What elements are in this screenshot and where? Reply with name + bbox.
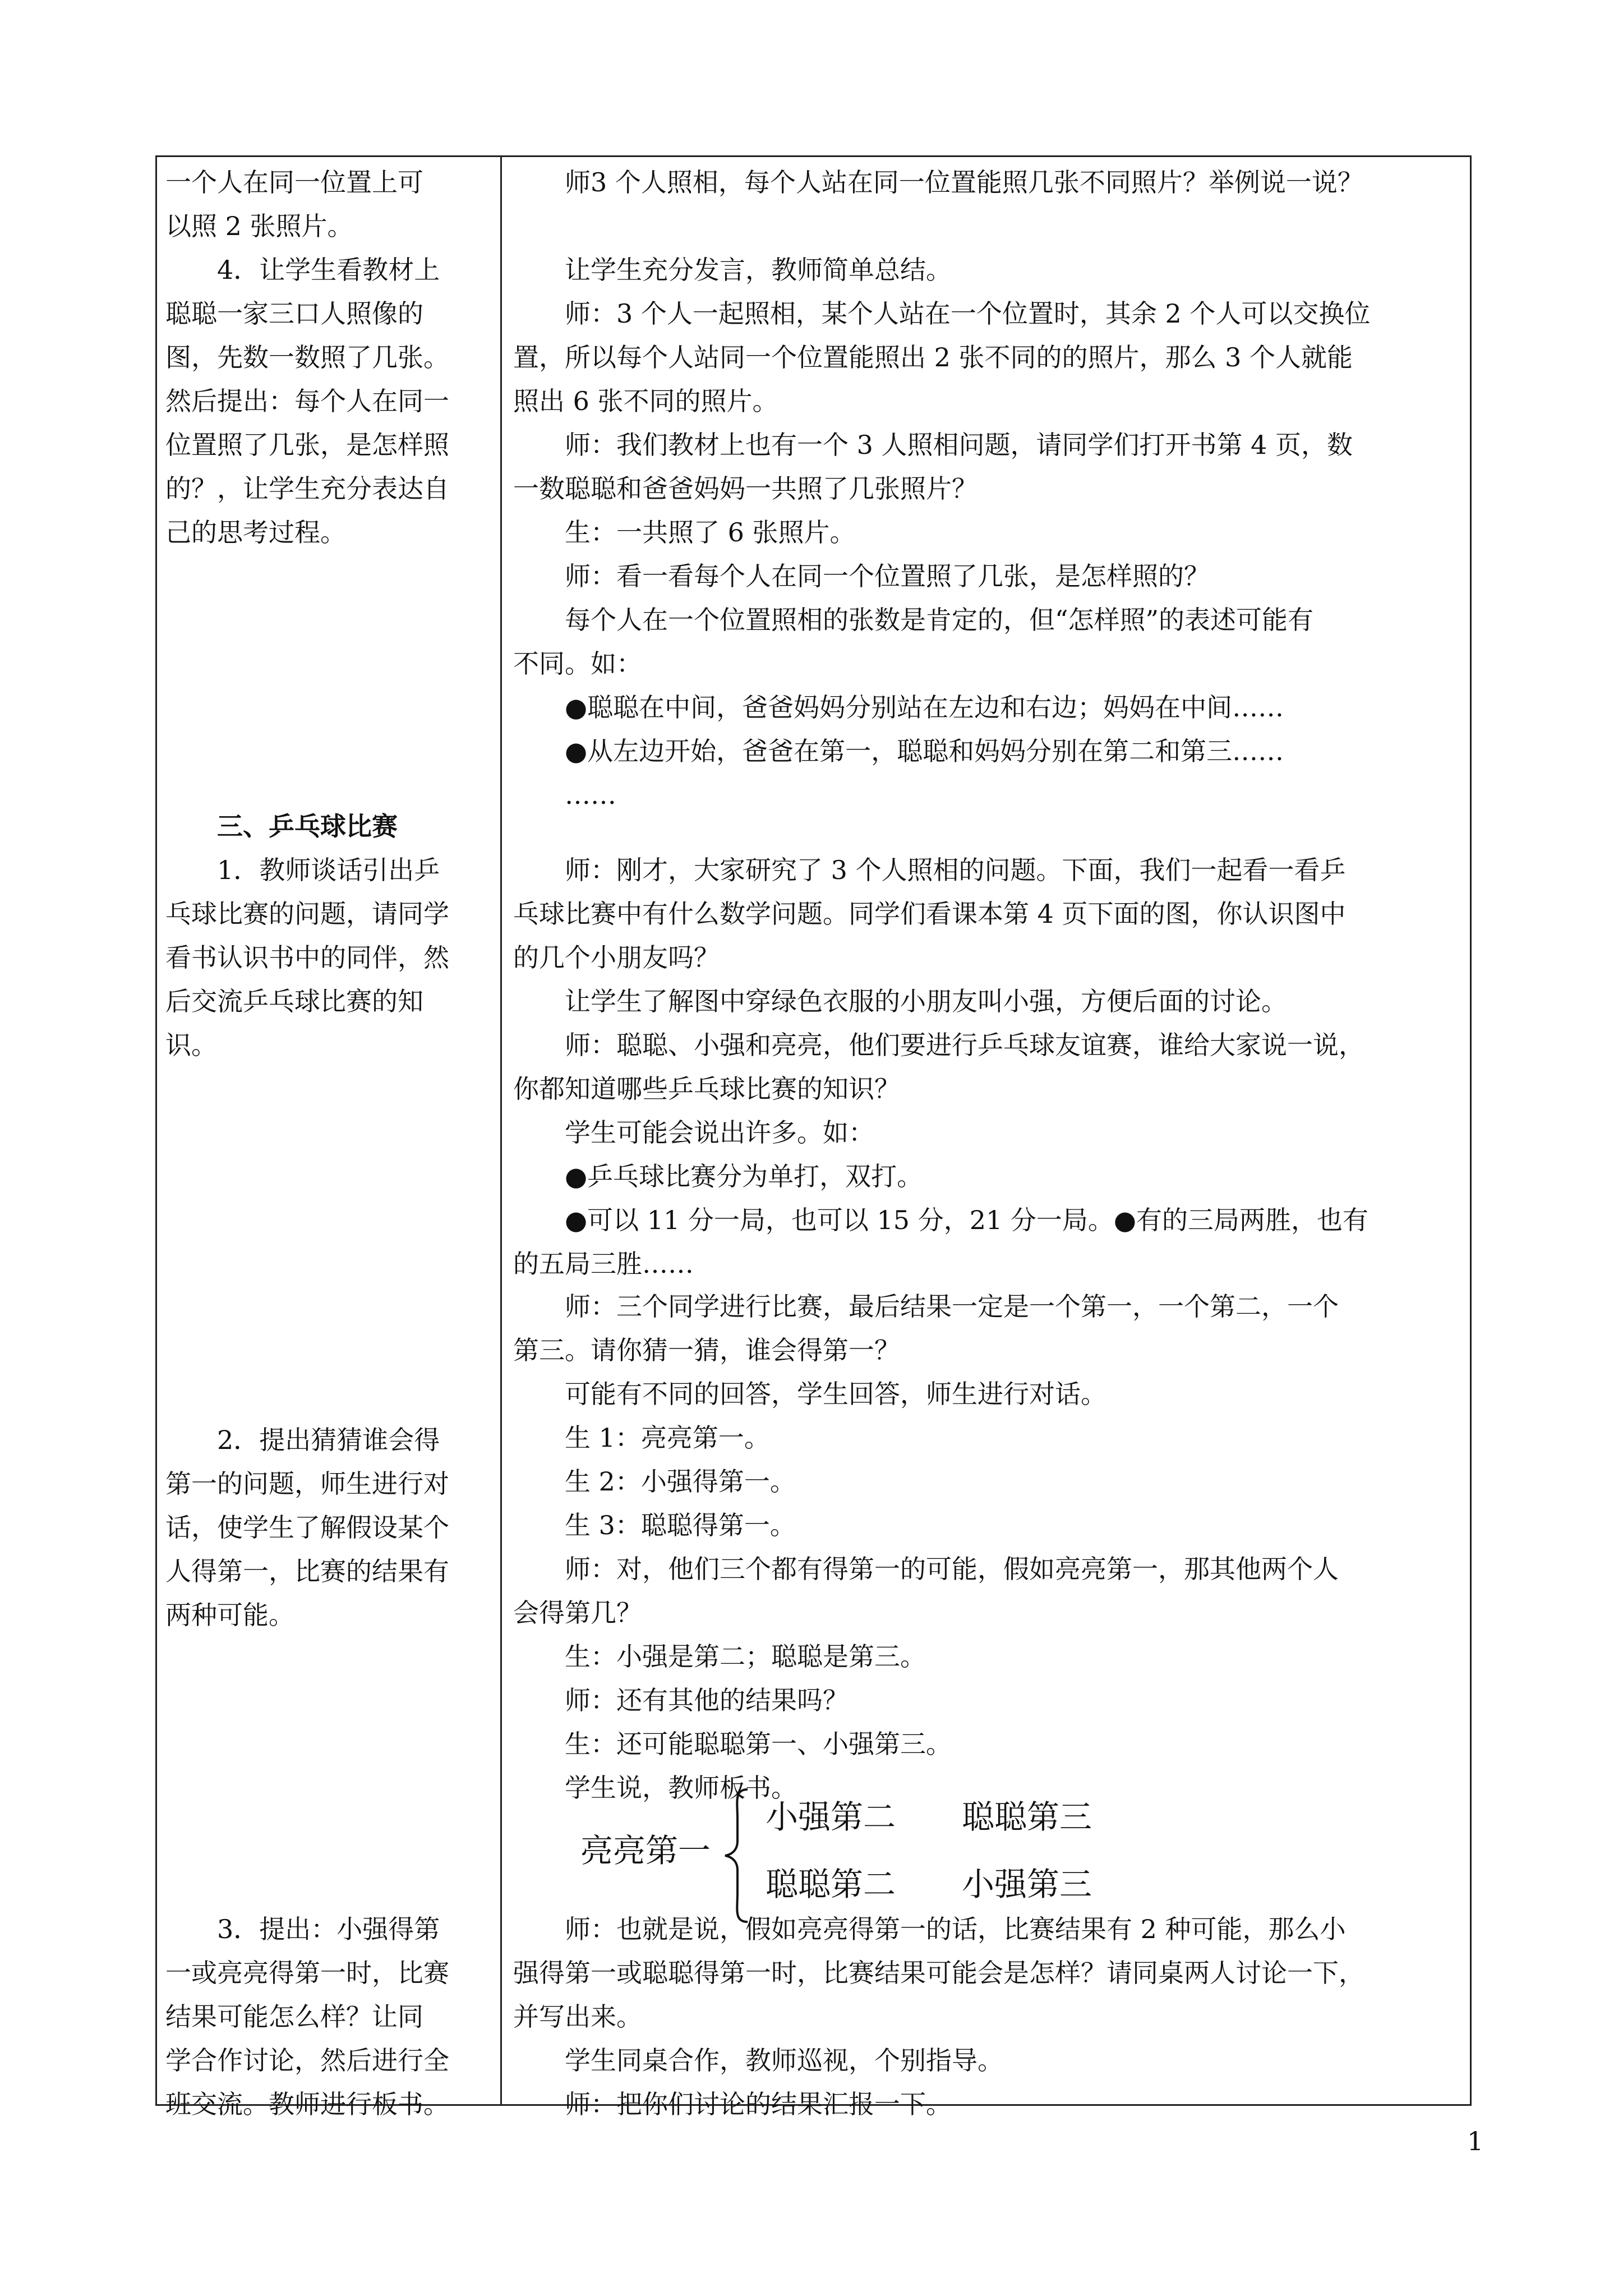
- board-row2-third: 小强第三: [962, 1865, 1092, 1903]
- text-line: 人得第一，比赛的结果有: [165, 1556, 449, 1586]
- text-line: 学生同桌合作，教师巡视，个别指导。: [565, 2045, 1003, 2076]
- text-line: 聪聪一家三口人照像的: [165, 298, 423, 329]
- left-block-step-4: [165, 248, 494, 554]
- text-line: 会得第几？: [513, 1598, 642, 1628]
- text-line: 第一的问题，师生进行对: [165, 1469, 449, 1499]
- text-line: 2．提出猜猜谁会得: [217, 1425, 440, 1455]
- text-line: 生 1：亮亮第一。: [565, 1423, 770, 1453]
- column-divider: [500, 157, 502, 2104]
- left-block-table-tennis: [165, 804, 494, 1067]
- text-line: 生：一共照了 6 张照片。: [565, 517, 856, 547]
- text-line: 的五局三胜……: [513, 1249, 694, 1279]
- text-line: 师：聪聪、小强和亮亮，他们要进行乒乓球友谊赛，谁给大家说一说，: [565, 1030, 1364, 1060]
- bullet-item: ●从左边开始，爸爸在第一，聪聪和妈妈分别在第二和第三……: [565, 736, 1284, 766]
- text-line: 师：还有其他的结果吗？: [565, 1685, 849, 1715]
- text-line: 生 3：聪聪得第一。: [565, 1510, 796, 1540]
- text-line: 学合作讨论，然后进行全: [165, 2045, 449, 2076]
- text-line: 生：还可能聪聪第一、小强第三。: [565, 1729, 952, 1759]
- board-main-label: 亮亮第一: [580, 1832, 711, 1870]
- right-block-guess-first: [513, 1285, 1461, 1810]
- bullet-item: ●聪聪在中间，爸爸妈妈分别站在左边和右边；妈妈在中间……: [565, 692, 1284, 723]
- text-line: ……: [565, 780, 616, 810]
- text-line: 生：小强是第二；聪聪是第三。: [565, 1641, 926, 1672]
- text-line: 并写出来。: [513, 2001, 642, 2032]
- section-heading: 三、乒乓球比赛: [217, 811, 398, 841]
- curly-brace-icon: [721, 1785, 754, 1925]
- left-column-activities: [165, 157, 494, 2119]
- text-line: 结果可能怎么样？让同: [165, 2001, 423, 2032]
- text-line: 师：把你们讨论的结果汇报一下。: [565, 2089, 952, 2119]
- text-line: 师：对，他们三个都有得第一的可能，假如亮亮第一，那其他两个人: [565, 1554, 1339, 1584]
- text-line: 师：刚才，大家研究了 3 个人照相的问题。下面，我们一起看一看乒: [565, 855, 1346, 885]
- text-line: 师3 个人照相，每个人站在同一位置能照几张不同照片？举例说一说？: [565, 167, 1363, 197]
- text-line: 可能有不同的回答，学生回答，师生进行对话。: [565, 1379, 1106, 1409]
- text-line: 置，所以每个人站同一个位置能照出 2 张不同的的照片，那么 3 个人就能: [513, 342, 1353, 372]
- text-line: 师：看一看每个人在同一个位置照了几张，是怎样照的？: [565, 561, 1210, 591]
- text-line: 第三。请你猜一猜，谁会得第一？: [513, 1335, 900, 1365]
- text-line: 看书认识书中的同伴，然: [165, 942, 449, 973]
- left-block-step-3: [165, 1907, 494, 2126]
- text-line: 强得第一或聪聪得第一时，比赛结果可能会是怎样？请同桌两人讨论一下，: [513, 1958, 1364, 1988]
- right-block-table-tennis: [513, 848, 1461, 1286]
- text-line: 3．提出：小强得第: [217, 1914, 440, 1944]
- left-block-step-2: [165, 1418, 494, 1637]
- right-block-discussion: [513, 1907, 1461, 2126]
- bullet-item: ●可以 11 分一局，也可以 15 分，21 分一局。●有的三局两胜，也有: [565, 1205, 1368, 1235]
- text-line: 话，使学生了解假设某个: [165, 1512, 449, 1543]
- text-line: 然后提出：每个人在同一: [165, 386, 449, 416]
- text-line: 的几个小朋友吗？: [513, 942, 720, 973]
- text-line: 生 2：小强得第一。: [565, 1466, 796, 1497]
- text-line: 一数聪聪和爸爸妈妈一共照了几张照片？: [513, 473, 978, 504]
- right-column-dialogue: [513, 157, 1461, 2119]
- text-line: 1．教师谈话引出乒: [217, 855, 440, 885]
- board-row1-third: 聪聪第三: [962, 1798, 1092, 1836]
- text-line: 让学生了解图中穿绿色衣服的小朋友叫小强，方便后面的讨论。: [565, 986, 1287, 1016]
- text-line: 图，先数一数照了几张。: [165, 342, 449, 372]
- text-line: 一个人在同一位置上可: [165, 167, 423, 197]
- text-line: 乓球比赛的问题，请同学: [165, 899, 449, 929]
- text-line: 师：我们教材上也有一个 3 人照相问题，请同学们打开书第 4 页，数: [565, 430, 1353, 460]
- right-block-photo-discussion: [513, 248, 1461, 817]
- left-block-photo-positions: [165, 160, 494, 248]
- text-line: 班交流。教师进行板书。: [165, 2089, 449, 2119]
- blackboard-diagram: [580, 1779, 1141, 1914]
- text-line: 两种可能。: [165, 1600, 294, 1630]
- text-line: 4．让学生看教材上: [217, 255, 440, 285]
- text-line: 一或亮亮得第一时，比赛: [165, 1958, 449, 1988]
- board-row2-second: 聪聪第二: [766, 1865, 896, 1903]
- text-line: 照出 6 张不同的照片。: [513, 386, 778, 416]
- text-line: 位置照了几张，是怎样照: [165, 430, 449, 460]
- text-line: 后交流乒乓球比赛的知: [165, 986, 423, 1016]
- text-line: 乓球比赛中有什么数学问题。同学们看课本第 4 页下面的图，你认识图中: [513, 899, 1346, 929]
- lesson-table: [155, 155, 1472, 2119]
- text-line: 让学生充分发言，教师简单总结。: [565, 255, 952, 285]
- text-line: 每个人在一个位置照相的张数是肯定的，但“怎样照”的表述可能有: [565, 605, 1314, 635]
- text-line: 己的思考过程。: [165, 517, 346, 547]
- text-line: 不同。如：: [513, 648, 642, 679]
- text-line: 的？，让学生充分表达自: [165, 473, 449, 504]
- text-line: 师：3 个人一起照相，某个人站在一个位置时，其余 2 个人可以交换位: [565, 298, 1371, 329]
- text-line: 学生可能会说出许多。如：: [565, 1117, 874, 1148]
- text-line: 识。: [165, 1030, 217, 1060]
- right-block-question: [513, 160, 1461, 204]
- text-line: 你都知道哪些乒乓球比赛的知识？: [513, 1074, 900, 1104]
- text-line: 以照 2 张照片。: [165, 211, 353, 241]
- text-line: 师：也就是说，假如亮亮得第一的话，比赛结果有 2 种可能，那么小: [565, 1914, 1346, 1944]
- page-number: 1: [1467, 2126, 1484, 2156]
- board-row1-second: 小强第二: [766, 1798, 896, 1836]
- text-line: 学生说，教师板书。: [565, 1773, 797, 1803]
- bullet-item: ●乒乓球比赛分为单打，双打。: [565, 1161, 923, 1191]
- text-line: 师：三个同学进行比赛，最后结果一定是一个第一，一个第二，一个: [565, 1291, 1339, 1322]
